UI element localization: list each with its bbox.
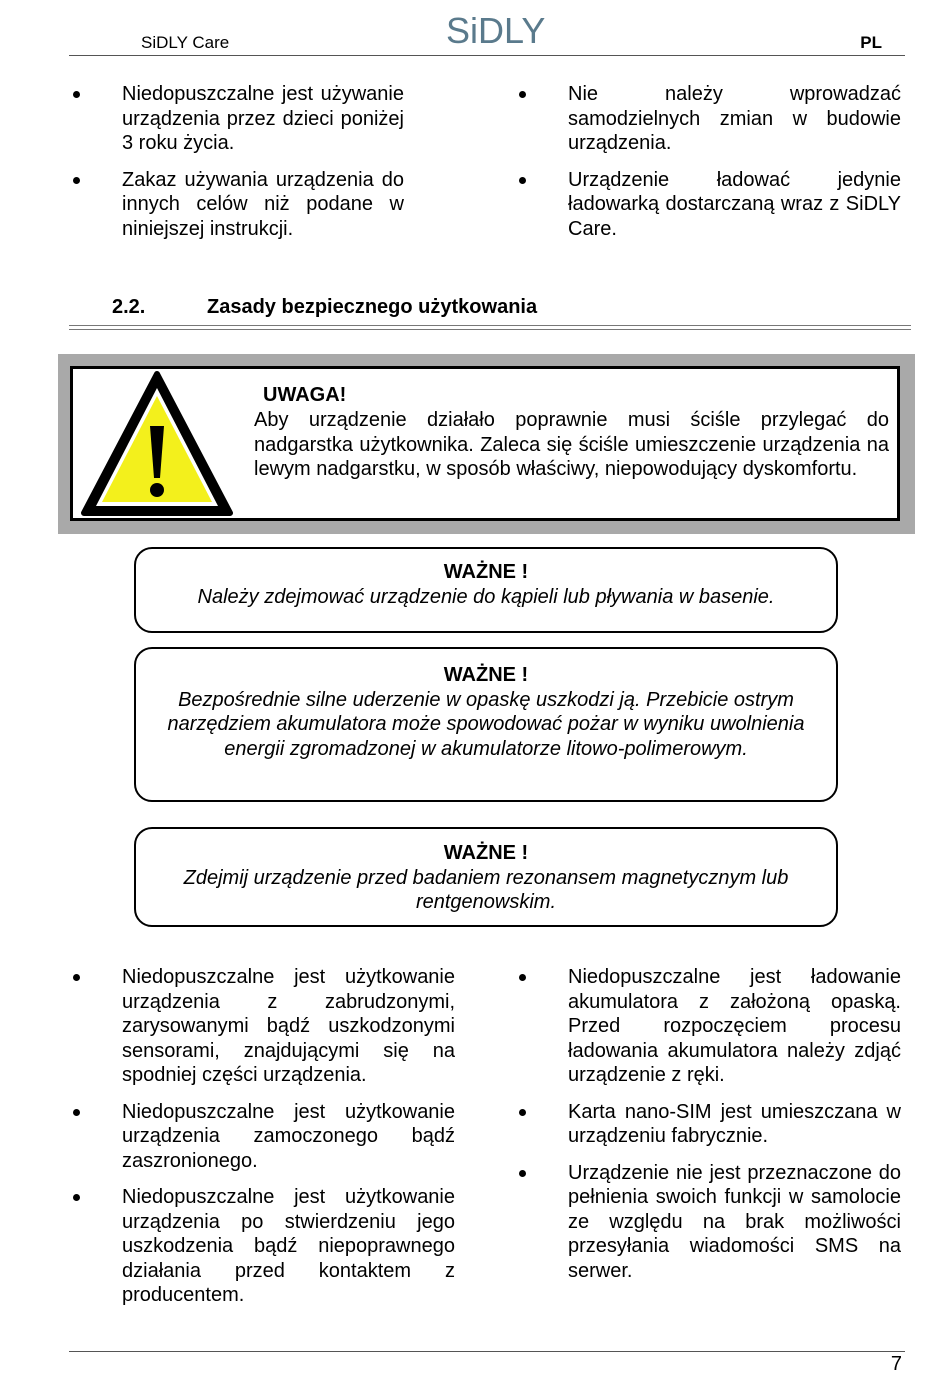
section-title: Zasady bezpiecznego użytkowania (207, 296, 538, 318)
important-note (134, 827, 838, 927)
list-item: Niedopuszczalne jest użytkowanie urządzenia zamoczonego bądź zaszronionego. (69, 1100, 455, 1174)
note-text: Zdejmij urządzenie przed badaniem rezonansem magnetycznym lub rentgenowskim. (183, 866, 789, 913)
section-heading (112, 296, 537, 319)
list-item: Niedopuszczalne jest użytkowanie urządzenia po stwierdzeniu jego uszkodzenia bądź niepoprawnego działania przed kontaktem z producentem. (69, 1185, 455, 1308)
list-item: Niedopuszczalne jest użytkowanie urządzenia z zabrudzonymi, zarysowanymi bądź uszkodzonymi sensorami, znajdującymi się na spodniej części urządzenia. (69, 965, 455, 1088)
list-item: Niedopuszczalne jest ładowanie akumulatora z założoną opaską. Przed rozpoczęciem procesu ładowania akumulatora należy zdjąć urządzenie z ręki. (515, 965, 901, 1088)
list-item: Urządzenie ładować jedynie ładowarką dostarczaną wraz z SiDLY Care. (515, 168, 901, 242)
section-divider (69, 325, 911, 326)
section-divider (69, 329, 911, 330)
warning-title: UWAGA! (263, 384, 347, 406)
important-note (134, 647, 838, 802)
list-item: Niedopuszczalne jest używanie urządzenia przez dzieci poniżej 3 roku życia. (69, 82, 404, 156)
page-number: 7 (890, 1353, 902, 1375)
top-left-column (69, 82, 404, 253)
note-title: WAŻNE ! (443, 664, 529, 686)
header-language: PL (860, 33, 882, 52)
sidly-logo (446, 10, 546, 50)
header-product-name: SiDLY Care (141, 33, 230, 52)
list-item: Urządzenie nie jest przeznaczone do pełnienia swoich funkcji w samolocie ze względu na brak możliwości przesyłania wiadomości SMS na serwer. (515, 1161, 901, 1284)
list-item: Zakaz używania urządzenia do innych celów niż podane w niniejszej instrukcji. (69, 168, 404, 242)
top-right-column (515, 82, 901, 253)
svg-text:SiDLY: SiDLY (446, 10, 546, 50)
note-title: WAŻNE ! (443, 842, 529, 864)
note-text: Bezpośrednie silne uderzenie w opaskę uszkodzi ją. Przebicie ostrym narzędziem akumulatora może spowodować pożar w wyniku uwolnienia energii zgromadzonej w akumulatorze litowo-polimerowym. (167, 688, 805, 760)
bottom-left-column (69, 965, 455, 1320)
section-number: 2.2. (112, 296, 146, 318)
bottom-right-column (515, 965, 901, 1295)
warning-text: Aby urządzenie działało poprawnie musi ściśle przylegać do nadgarstka użytkownika. Zaleca się ściśle umieszczenie urządzenia na lewym nadgarstku, w sposób właściwy, niepowodujący dyskomfortu. (254, 409, 889, 480)
note-text: Należy zdejmować urządzenie do kąpieli lub pływania w basenie. (197, 585, 775, 608)
list-item: Nie należy wprowadzać samodzielnych zmian w budowie urządzenia. (515, 82, 901, 156)
warning-triangle-icon (78, 368, 236, 520)
list-item: Karta nano-SIM jest umieszczana w urządzeniu fabrycznie. (515, 1100, 901, 1149)
header-divider (69, 55, 905, 56)
footer-divider (69, 1351, 905, 1352)
note-title: WAŻNE ! (443, 561, 529, 583)
important-note (134, 547, 838, 633)
